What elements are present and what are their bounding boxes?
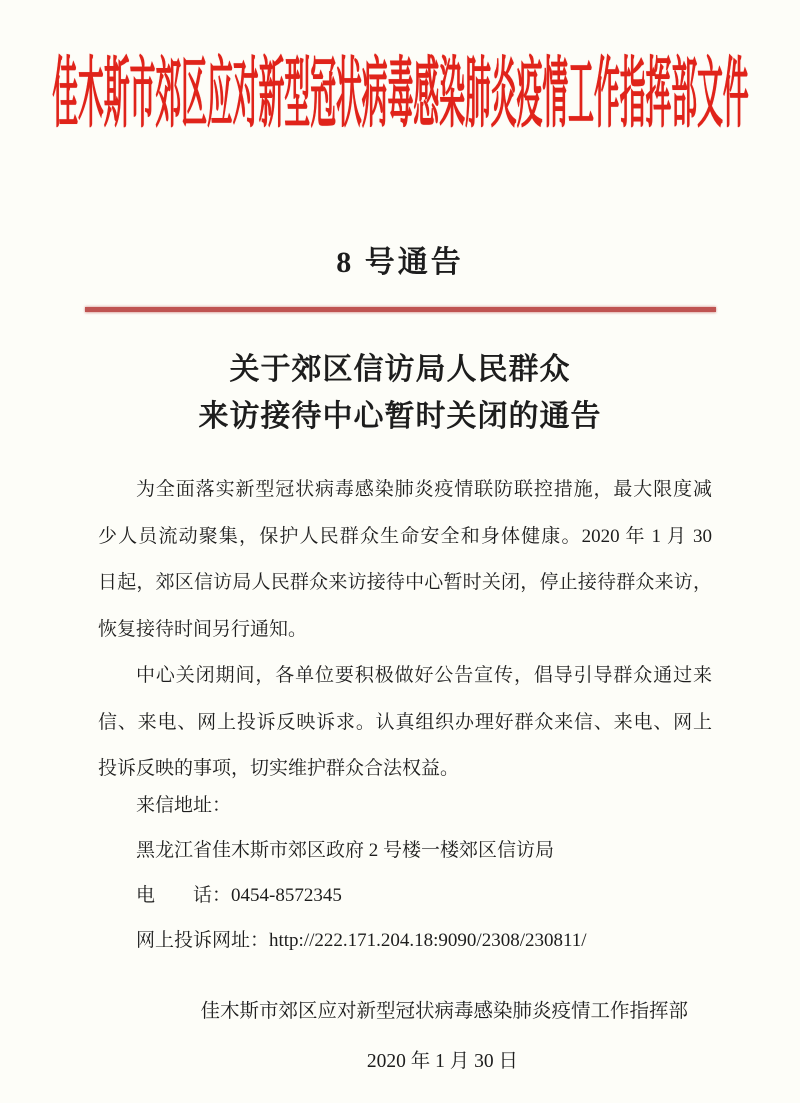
document-title [0, 346, 800, 440]
red-letterhead [0, 40, 800, 148]
signature-block [98, 989, 688, 1084]
red-divider-rule [85, 307, 716, 312]
paragraph-2-line-3: 投诉反映的事项，切实维护群众合法权益。 [98, 758, 460, 779]
paragraph-1-line-2: 少人员流动聚集，保护人民群众生命安全和身体健康。2020 年 1 月 30 [98, 525, 712, 547]
mail-address-value: 黑龙江省佳木斯市郊区政府 2 号楼一楼郊区信访局 [136, 840, 555, 861]
issuing-authority: 佳木斯市郊区应对新型冠状病毒感染肺炎疫情工作指挥部 [200, 1001, 688, 1022]
complaint-url-line: 网上投诉网址：http://222.171.204.18:9090/2308/230811/ [136, 930, 587, 951]
mail-address-label: 来信地址： [136, 795, 232, 816]
document-title-line-2: 来访接待中心暂时关闭的通告 [198, 400, 602, 433]
paragraph-2-line-1: 中心关闭期间，各单位要积极做好公告宣传，倡导引导群众通过来 [136, 665, 712, 686]
phone-line: 电 话：0454-8572345 [136, 885, 342, 906]
paragraph-1-line-1: 为全面落实新型冠状病毒感染肺炎疫情联防联控措施，最大限度减 [136, 479, 712, 500]
contact-info [98, 783, 712, 963]
document-body [98, 467, 712, 793]
letterhead-title: 佳木斯市郊区应对新型冠状病毒感染肺炎疫情工作指挥部文件 [51, 50, 749, 137]
issue-date: 2020 年 1 月 30 日 [366, 1051, 518, 1072]
paragraph-1-line-4: 恢复接待时间另行通知。 [98, 618, 308, 640]
paragraph-2-line-2: 信、来电、网上投诉反映诉求。认真组织办理好群众来信、来电、网上 [98, 711, 712, 733]
paragraph-1-line-3: 日起，郊区信访局人民群众来访接待中心暂时关闭，停止接待群众来访， [98, 572, 712, 593]
document-title-line-1: 关于郊区信访局人民群众 [229, 353, 571, 386]
notice-number: 8 号通告 [336, 246, 464, 279]
